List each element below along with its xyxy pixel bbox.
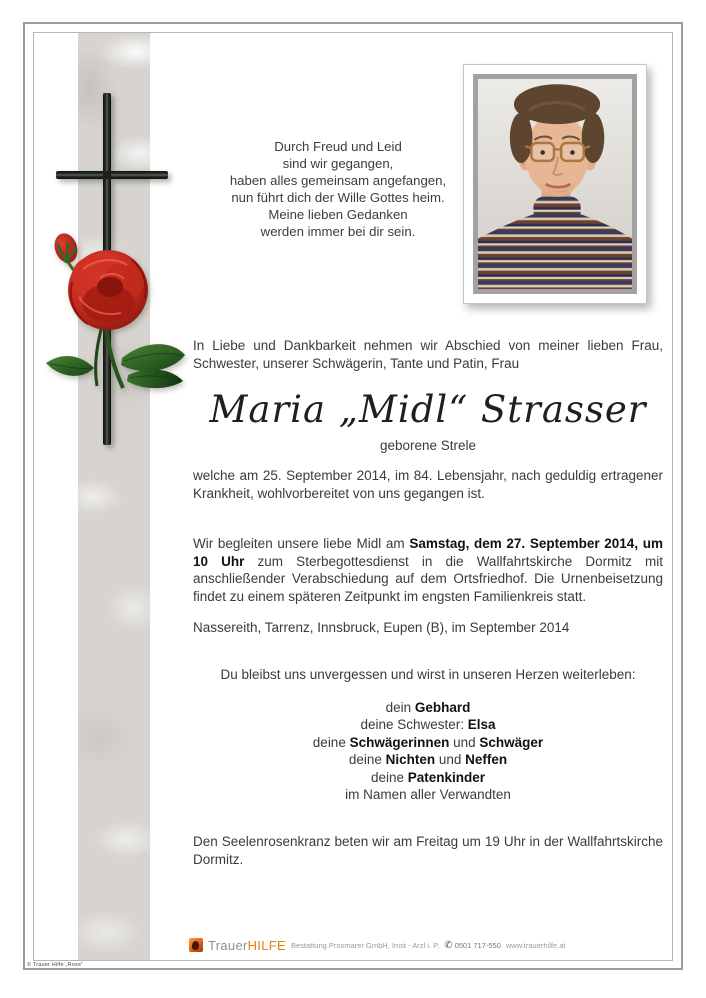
memorial-poem	[168, 138, 508, 240]
rose-illustration	[36, 218, 188, 398]
maiden-name: geborene Strele	[379, 438, 477, 453]
mourner-text: und	[435, 752, 466, 768]
mourner-text: deine	[348, 752, 386, 768]
mourner-line: im Namen aller Verwandten	[345, 787, 511, 803]
footer-phone	[444, 940, 501, 951]
poem-line: Durch Freud und Leid	[274, 139, 402, 154]
death-paragraph: welche am 25. September 2014, im 84. Lebensjahr, nach geduldig ertragener Krankheit, wohlvorbereitet von uns gegangen ist.	[193, 468, 663, 501]
remembrance-line: Du bleibst uns unvergessen und wirst in unseren Herzen weiterleben:	[220, 667, 636, 682]
funeral-pre: Wir begleiten unsere liebe Midl am	[193, 536, 410, 551]
poem-line: Meine lieben Gedanken	[268, 207, 408, 222]
poem-line: nun führt dich der Wille Gottes heim.	[231, 190, 445, 205]
places-line: Nassereith, Tarrenz, Innsbruck, Eupen (B), im September 2014	[193, 620, 570, 635]
mourner-text: deine	[370, 769, 408, 785]
mourner-name: Schwäger	[479, 734, 544, 750]
poem-line: haben alles gemeinsam angefangen,	[229, 173, 447, 188]
mourner-line	[193, 699, 663, 716]
funeral-paragraph	[193, 535, 663, 605]
mourner-name: Elsa	[467, 717, 496, 733]
mourner-name: Schwägerinnen	[349, 734, 450, 750]
funeral-post: zum Sterbegottesdienst in die Wallfahrtskirche Dormitz mit anschließender Verabschiedung auf dem Ortsfriedhof. Die Urnenbeisetzung findet zu einem späteren Zeitpunkt im engsten Familienkreis statt.	[193, 553, 663, 604]
mourners-list	[193, 699, 663, 803]
mourner-text: deine	[312, 734, 350, 750]
mourner-text: deine Schwester:	[360, 717, 468, 733]
brand-wordmark	[208, 938, 286, 953]
phone-number: 0501 717-550	[454, 940, 501, 950]
mourner-name: Nichten	[385, 752, 436, 768]
deceased-name: Maria „Midl“ Strasser	[209, 388, 647, 431]
mourner-line	[193, 716, 663, 733]
phone-icon: ✆	[444, 939, 453, 951]
poem-line: werden immer bei dir sein.	[260, 224, 416, 239]
mourner-line	[193, 734, 663, 751]
mourner-name: Gebhard	[414, 700, 471, 715]
funeral-date: Samstag, dem 27. September 2014, um 10 Uhr	[193, 536, 663, 569]
mourner-line	[193, 751, 663, 768]
mourner-name: Patenkinder	[407, 769, 486, 785]
footer-company-info: Bestattung Proxmarer GmbH, Imst - Arzl i. P.	[290, 940, 440, 950]
footer	[189, 936, 589, 954]
mourner-line	[193, 769, 663, 786]
footer-website: www.trauerhilfe.at	[505, 940, 566, 950]
intro-paragraph: In Liebe und Dankbarkeit nehmen wir Abschied von meiner lieben Frau, Schwester, unserer Schwägerin, Tante und Patin, Frau	[193, 338, 663, 371]
brand-gray-part: Trauer	[208, 937, 248, 953]
mourner-text: dein	[385, 700, 415, 715]
rosary-paragraph: Den Seelenrosenkranz beten wir am Freitag um 19 Uhr in der Wallfahrtskirche Dormitz.	[193, 834, 663, 867]
copyright-note: © Trauer Hilfe „Rose“	[27, 962, 84, 968]
mourner-text: und	[449, 734, 480, 750]
brand-orange-part: HILFE	[247, 937, 286, 953]
trauerhilfe-logo-icon	[189, 938, 203, 952]
poem-line: sind wir gegangen,	[282, 156, 394, 171]
mourner-name: Neffen	[465, 752, 508, 768]
